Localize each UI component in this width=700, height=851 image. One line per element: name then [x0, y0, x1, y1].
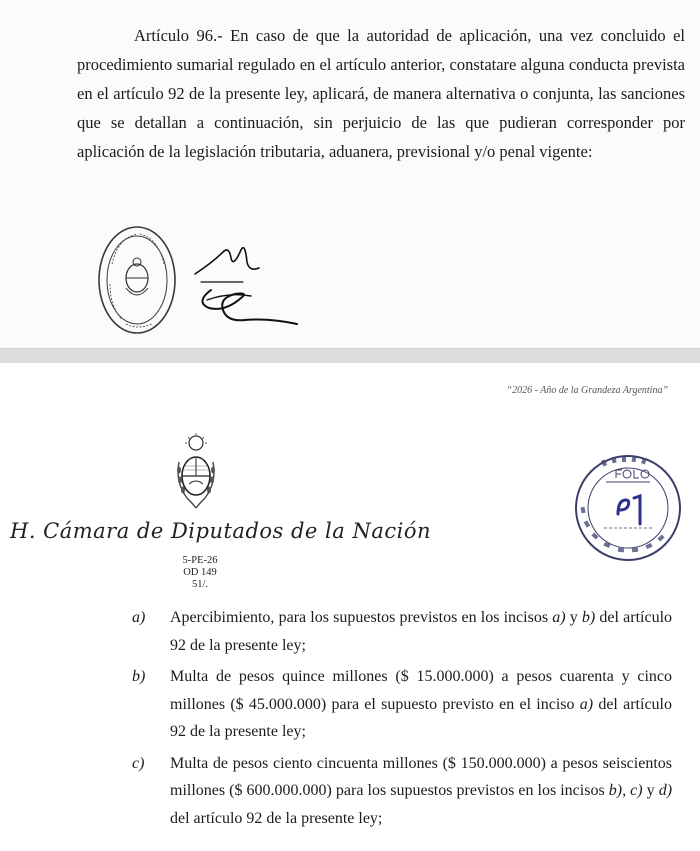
document-reference — [170, 555, 230, 591]
item-text-part: y — [565, 609, 582, 626]
item-text-part: del artículo 92 de la presente ley; — [170, 809, 383, 827]
year-motto: “2026 - Año de la Grandeza Argentina” — [506, 385, 668, 396]
ref-file-number: 5-PE-26 — [182, 555, 218, 566]
item-text-part: y — [642, 782, 659, 799]
sanctions-list — [132, 604, 672, 832]
signature-icon — [185, 232, 305, 332]
previous-page-fragment — [0, 0, 700, 348]
chamber-presidency-seal-icon — [96, 224, 178, 336]
chamber-name: H. Cámara de Diputados de la Nación — [10, 519, 431, 543]
item-letter: b) — [132, 668, 146, 685]
item-text — [170, 750, 672, 833]
item-text-part: Multa de pesos ciento cincuenta millones ($ 150.000.000) a pesos seiscientos millones ($ 600.000.000) para los supuestos previstos en los incisos — [170, 754, 672, 799]
item-letter: a) — [132, 609, 146, 626]
item-text-part: b) — [581, 609, 596, 626]
article-96-paragraph — [77, 21, 685, 166]
item-text-part: del artículo 92 de la presente ley; — [170, 609, 673, 654]
senate-folio-stamp-icon — [568, 448, 688, 568]
item-text-part: a) — [552, 609, 566, 626]
item-text-part: d) — [658, 782, 673, 799]
page-break-divider — [0, 348, 700, 364]
item-text — [170, 663, 672, 746]
list-item — [132, 663, 672, 746]
list-item — [132, 750, 672, 833]
item-text-part: Multa de pesos quince millones ($ 15.000.000) a pesos cuarenta y cinco millones ($ 45.000.000) para el supuesto previsto en el inciso — [170, 668, 672, 713]
item-text-part: Apercibimiento, para los supuestos previstos en los incisos — [170, 609, 553, 626]
item-text-part: del artículo 92 de la presente ley; — [170, 695, 672, 740]
ref-page-number: 51/. — [191, 579, 209, 590]
list-item — [132, 604, 672, 659]
item-text-part: a) — [579, 695, 594, 713]
article-text: En caso de que la autoridad de aplicación, una vez concluido el procedimiento sumarial regulado en el artículo anterior, constatare alguna conducta prevista en el artículo 92 de la presente ley, aplicará, de manera alternativa o conjunta, las sanciones que se detallan a continuación, sin perjuicio de las que pudieran corresponder por aplicación de la legislación tributaria, aduanera, previsional y/o penal vigente: — [77, 26, 686, 161]
item-text — [170, 604, 672, 659]
item-letter: c) — [132, 754, 145, 772]
ref-order-number: OD 149 — [183, 567, 217, 578]
argentine-coat-of-arms-icon — [173, 432, 219, 512]
article-heading: Artículo 96.- — [134, 26, 223, 45]
item-text-part: b), c) — [608, 782, 643, 799]
